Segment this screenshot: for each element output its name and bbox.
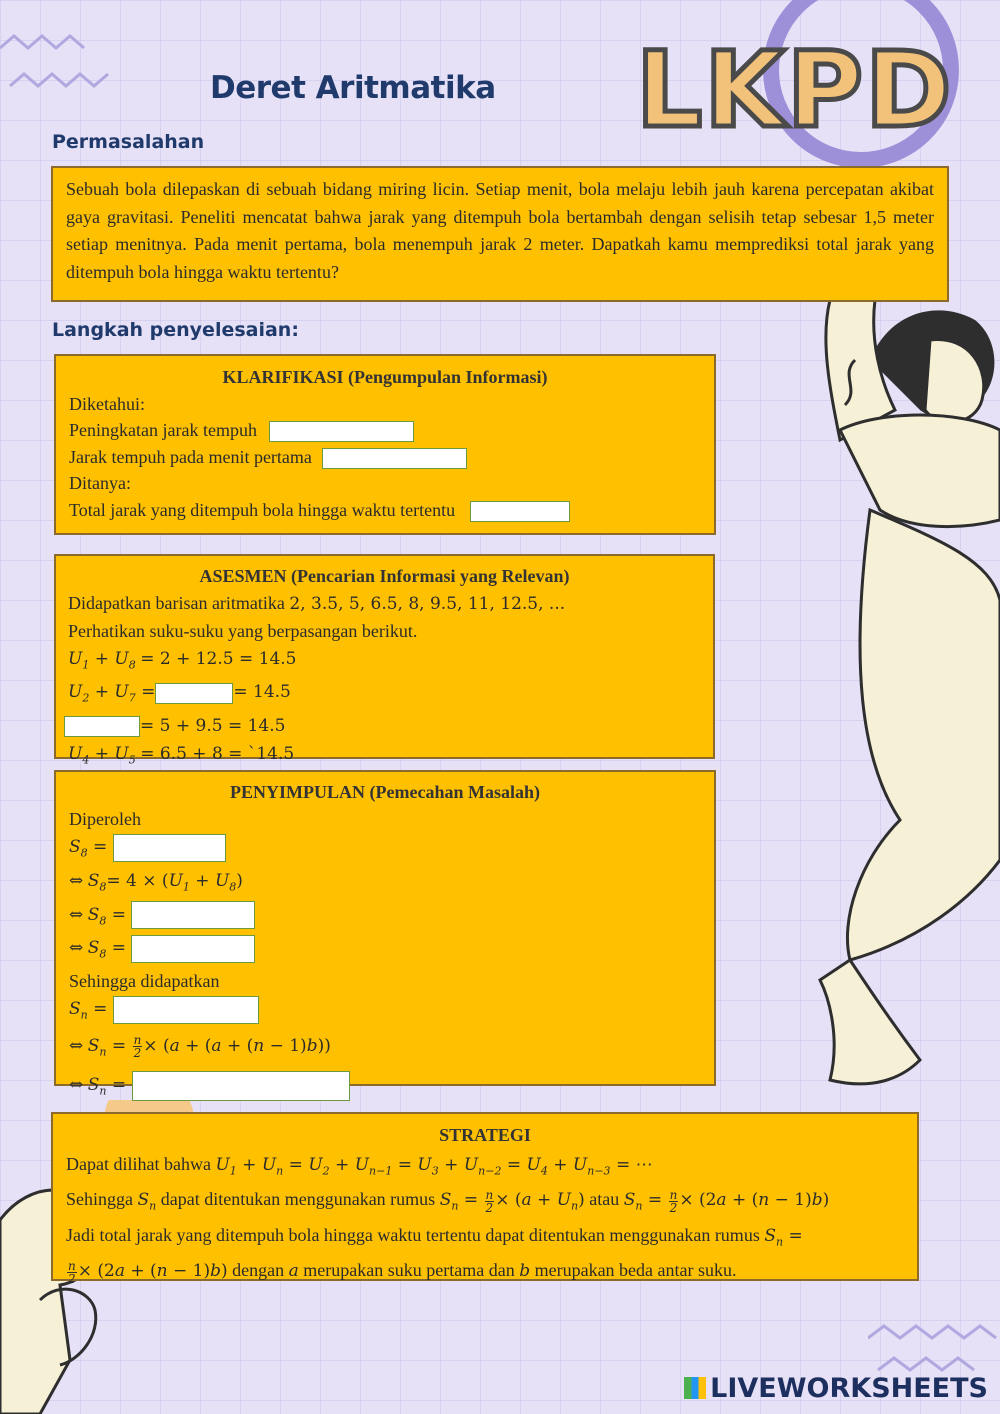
field3-row [69, 497, 701, 524]
klarifikasi-title: KLARIFIKASI (Pengumpulan Informasi) [222, 367, 548, 387]
distance-increase-input[interactable] [269, 421, 414, 442]
pair-eq-3-rhs: = 5 + 9.5 = 14.5 [140, 715, 286, 736]
sn-row-3: ⇔ $S_n$ = [69, 1068, 701, 1107]
iff-symbol: ⇔ [69, 871, 84, 891]
field2-label: Jarak tempuh pada menit pertama [69, 446, 312, 467]
total-distance-input[interactable] [470, 501, 570, 522]
sn-input-2[interactable] [132, 1071, 350, 1101]
iff-symbol: ⇔ [69, 904, 84, 925]
pair-eq-2: $U_2 + U_7$ = = 14.5 [68, 682, 291, 705]
asesmen-box [54, 554, 715, 767]
page-title: Deret Aritmatika [210, 70, 496, 106]
problem-box [51, 166, 949, 302]
pair-eq-2-rhs: = 14.5 [233, 682, 291, 703]
field2-row [69, 444, 701, 471]
problem-heading: Permasalahan [52, 131, 205, 153]
fraction-n-over-2: $\frac{n}{2}$ [133, 1032, 142, 1060]
strategi-line-3-text: Jadi total jarak yang ditempuh bola hingga waktu tertentu dapat ditentukan menggunakan rumus [66, 1224, 760, 1245]
iff-symbol: ⇔ [69, 1074, 84, 1095]
first-minute-distance-input[interactable] [322, 448, 467, 469]
strategi-line-2-prefix: Sehingga [66, 1189, 133, 1210]
problem-text: Sebuah bola dilepaskan di sebuah bidang miring licin. Setiap menit, bola melaju lebih jauh karena percepatan akibat gaya gravitasi. Peneliti mencatat bahwa jarak yang ditempuh bola bertambah dengan selisih tetap sebesar 1,5 meter setiap menitnya. Pada menit pertama, bola menempuh jarak 2 meter. Dapatkah kamu memprediksi total jarak yang ditempuh bola hingga waktu tertentu? [66, 179, 934, 282]
pair-eq-4-rhs: = 6.5 + 8 = `14.5 [140, 743, 295, 764]
person-illustration [720, 300, 1000, 1110]
s8-formula: = 4 × ( [106, 871, 169, 891]
penyimpulan-title: PENYIMPULAN (Pemecahan Masalah) [230, 782, 540, 802]
strategi-line-4: $\frac{n}{2}$ × (2a + (n − 1)b) dengan a merupakan suku pertama dan b merupakan beda antar suku. [68, 1258, 737, 1286]
s8-input-3[interactable] [131, 935, 255, 963]
strategi-line-4-b: merupakan beda antar suku. [534, 1260, 737, 1281]
pair-eq-4: $U_4 + U_5 = 6.5 + 8$ = `14.5 [68, 743, 295, 767]
steps-heading: Langkah penyelesaian: [52, 319, 299, 341]
strategi-line-4-a: merupakan suku pertama dan [303, 1260, 515, 1281]
s8-row-4: ⇔ $S_8$ = [69, 934, 701, 968]
strategi-line-1-text: Dapat dilihat bahwa [66, 1154, 211, 1174]
zigzag-decoration-top-left [0, 28, 130, 98]
sequence-text: Didapatkan barisan aritmatika [68, 593, 290, 613]
pair-eq-1-rhs: = 2 + 12.5 = 14.5 [140, 649, 297, 669]
strategi-line-3: Jadi total jarak yang ditempuh bola hingga waktu tertentu dapat ditentukan menggunakan rumus $S_n$ = [66, 1224, 803, 1249]
strategi-line-2-mid: dapat ditentukan menggunakan rumus [160, 1189, 436, 1210]
pair-eq-3 [64, 712, 701, 740]
liveworksheets-text: LIVEWORKSHEETS [710, 1373, 988, 1404]
strategi-line-1: Dapat dilihat bahwa $U_1 + U_n = U_2 + U_{n-1} = U_3 + U_{n-2} = U_4 + U_{n-3}$ = ⋯ [66, 1154, 653, 1178]
asesmen-title: ASESMEN (Pencarian Informasi yang Relevan) [199, 566, 570, 586]
pair-eq-3-input[interactable] [64, 716, 140, 737]
sn-row-2: ⇔ $S_n$ = $\frac{n}{2}$ × (a + (a + (n − 1)b)) [69, 1032, 331, 1060]
sn-input-1[interactable] [113, 996, 259, 1024]
hence-label: Sehingga didapatkan [69, 970, 220, 991]
liveworksheets-logo[interactable] [684, 1373, 988, 1404]
penyimpulan-box [54, 770, 716, 1098]
strategi-line-2: Sehingga $S_n$ dapat ditentukan menggunakan rumus $S_n$ = $\frac{n}{2}$ × $(a + U_n)$ atau $S_n$ = $\frac{n}{2}$ × (2a + (n − 1)b) [66, 1187, 830, 1215]
s8-input-1[interactable] [113, 834, 226, 862]
asked-label: Ditanya: [69, 473, 131, 493]
iff-symbol: ⇔ [69, 1035, 84, 1056]
iff-symbol: ⇔ [69, 938, 84, 959]
field1-row [69, 417, 701, 444]
strategi-line-2-or: atau [589, 1189, 620, 1210]
pair-eq-2-input[interactable] [155, 683, 233, 704]
s8-row-2: ⇔ $S_8= 4 \times (U_1 + U_8)$ [69, 871, 243, 894]
liveworksheets-icon [684, 1377, 706, 1399]
lkpd-logo: LKPD [636, 29, 954, 151]
known-label: Diketahui: [69, 393, 145, 414]
strategi-title: STRATEGI [439, 1125, 531, 1145]
sequence-values: 2, 3.5, 5, 6.5, 8, 9.5, 11, 12.5, ... [289, 594, 566, 614]
sequence-row [68, 590, 701, 618]
s8-input-2[interactable] [131, 901, 255, 929]
field1-label: Peningkatan jarak tempuh [69, 420, 257, 440]
strategi-box [51, 1112, 919, 1286]
pair-eq-1: $U_1 + U_8 = 2 + 12.5 = 14.5$ [68, 649, 297, 672]
obtained-label: Diperoleh [69, 809, 141, 830]
strategi-line-4-mid: dengan [232, 1260, 285, 1281]
sn-row-1: $S_n$ = [69, 995, 701, 1029]
klarifikasi-box [54, 354, 716, 535]
field3-label: Total jarak yang ditempuh bola hingga waktu tertentu [69, 499, 456, 520]
pairs-note: Perhatikan suku-suku yang berpasangan berikut. [68, 621, 418, 641]
s8-row-3: ⇔ $S_8$ = [69, 901, 701, 935]
s8-row-1: $S_8$ = [69, 833, 701, 867]
